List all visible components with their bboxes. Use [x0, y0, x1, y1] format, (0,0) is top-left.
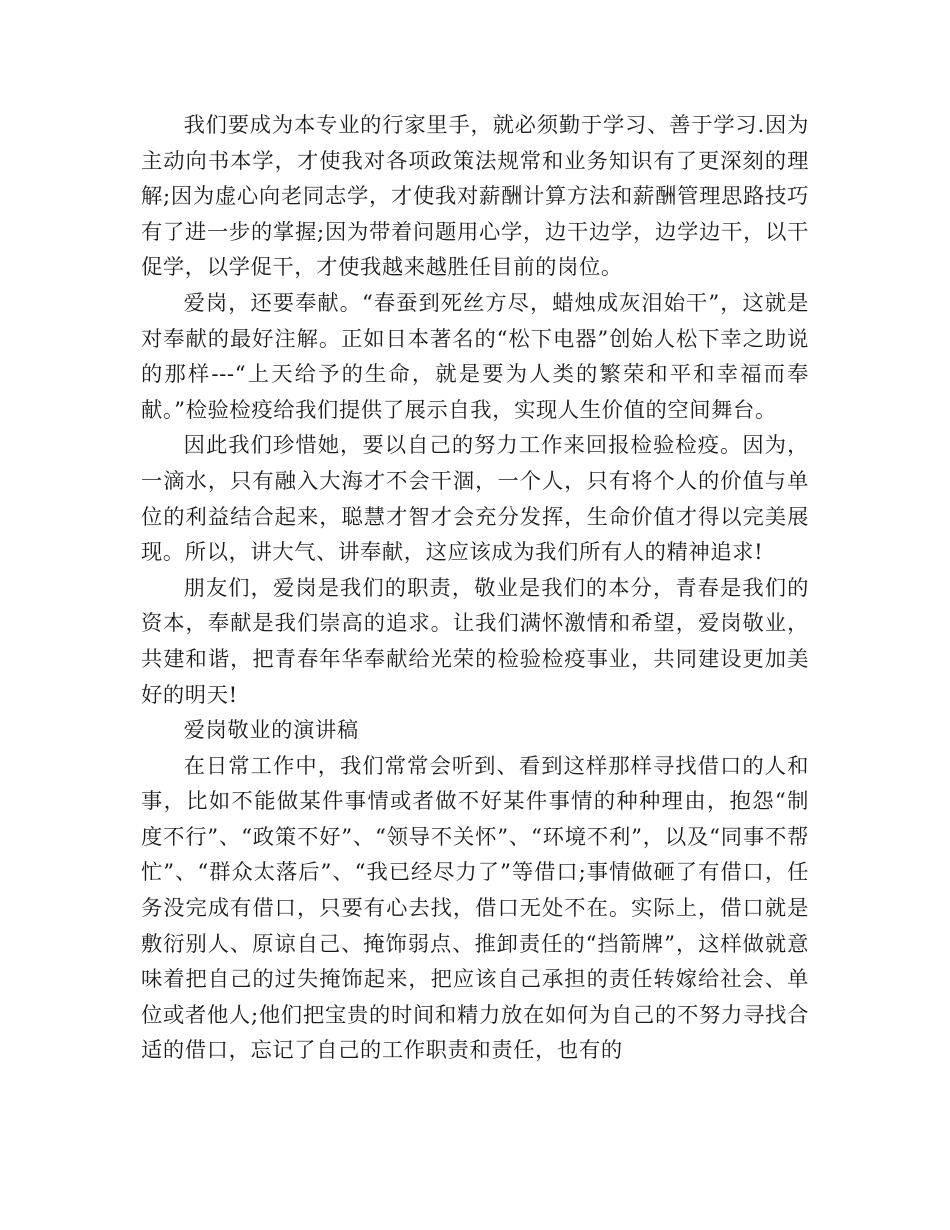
- document-body: [141, 108, 809, 1069]
- section-heading: 爱岗敬业的演讲稿: [183, 718, 359, 744]
- paragraph-cherish: 因此我们珍惜她，要以自己的努力工作来回报检验检疫。因为，一滴水，只有融入大海才不会干涸，一个人，只有将个人的价值与单位的利益结合起来，聪慧才智才会充分发挥，生命价值才得以完美展现。所以，讲大气、讲奉献，这应该成为我们所有人的精神追求!: [141, 433, 809, 566]
- paragraph-study: 我们要成为本专业的行家里手，就必须勤于学习、善于学习.因为主动向书本学，才使我对各项政策法规常和业务知识有了更深刻的理解;因为虚心向老同志学，才使我对薪酬计算方法和薪酬管理思路技巧有了进一步的掌握;因为带着问题用心学，边干边学，边学边干，以干促学，以学促干，才使我越来越胜任目前的岗位。: [141, 113, 809, 281]
- paragraph-dedication: 爱岗，还要奉献。“春蚕到死丝方尽，蜡烛成灰泪始干”，这就是对奉献的最好注解。正如日本著名的“松下电器”创始人松下幸之助说的那样---“上天给予的生命，就是要为人类的繁荣和平和幸福而奉献。”检验检疫给我们提供了展示自我，实现人生价值的空间舞台。: [141, 290, 809, 423]
- paragraph-excuses: 在日常工作中，我们常常会听到、看到这样那样寻找借口的人和事，比如不能做某件事情或者做不好某件事情的种种理由，抱怨“制度不行”、“政策不好”、“领导不关怀”、“环境不利”，以及“同事不帮忙”、“群众太落后”、“我已经尽力了”等借口;事情做砸了有借口，任务没完成有借口，只要有心去找，借口无处不在。实际上，借口就是敷衍别人、原谅自己、掩饰弱点、推卸责任的“挡箭牌”，这样做就意味着把自己的过失掩饰起来，把应该自己承担的责任转嫁给社会、单位或者他人;他们把宝贵的时间和精力放在如何为自己的不努力寻找合适的借口，忘记了自己的工作职责和责任，也有的: [141, 753, 809, 1064]
- paragraph-friends: 朋友们，爱岗是我们的职责，敬业是我们的本分，青春是我们的资本，奉献是我们崇高的追求。让我们满怀激情和希望，爱岗敬业，共建和谐，把青春年华奉献给光荣的检验检疫事业，共同建设更加美好的明天!: [141, 575, 809, 708]
